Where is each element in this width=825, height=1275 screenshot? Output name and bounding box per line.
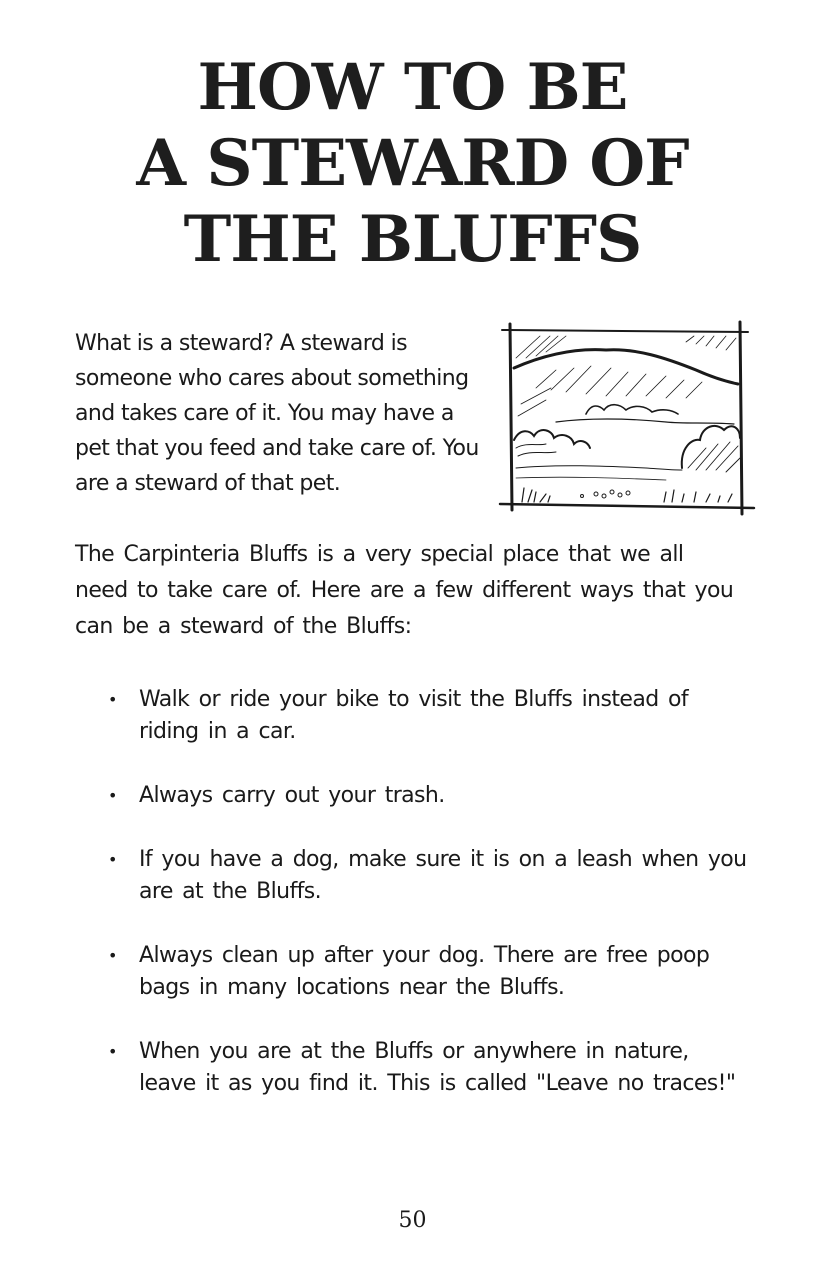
list-item-text: Always clean up after your dog. There are free poop bags in many locations near the Bluffs. <box>139 943 710 1000</box>
list-item-text: When you are at the Bluffs or anywhere in nature, leave it as you find it. This is called "Leave no traces!" <box>139 1039 736 1096</box>
list-item-text: Walk or ride your bike to visit the Bluffs instead of riding in a car. <box>139 687 688 744</box>
list-item <box>108 844 748 908</box>
list-item-text: Always carry out your trash. <box>139 783 445 808</box>
bullet-icon: • <box>108 1042 117 1061</box>
body-paragraph: The Carpinteria Bluffs is a very special place that we all need to take care of. Here are a few different ways that you can be a steward of the Bluffs: <box>75 542 734 639</box>
bullet-icon: • <box>108 946 117 965</box>
bullet-icon: • <box>108 786 117 805</box>
list-item <box>108 1036 748 1100</box>
title-line-3: THE BLUFFS <box>183 202 642 277</box>
intro-paragraph: What is a steward? A steward is someone who cares about something and takes care of it. You may have a pet that you feed and take care of. You are a steward of that pet. <box>75 331 479 496</box>
page-title <box>0 50 825 278</box>
title-line-1: HOW TO BE <box>197 50 628 125</box>
bullet-icon: • <box>108 690 117 709</box>
bluffs-landscape-sketch <box>496 318 756 516</box>
list-item <box>108 940 748 1004</box>
bullet-icon: • <box>108 850 117 869</box>
list-item-text: If you have a dog, make sure it is on a leash when you are at the Bluffs. <box>139 847 747 904</box>
page-number: 50 <box>398 1208 427 1233</box>
list-item <box>108 780 748 812</box>
title-line-2: A STEWARD OF <box>136 126 689 201</box>
steward-tips-list <box>108 684 748 1132</box>
list-item <box>108 684 748 748</box>
